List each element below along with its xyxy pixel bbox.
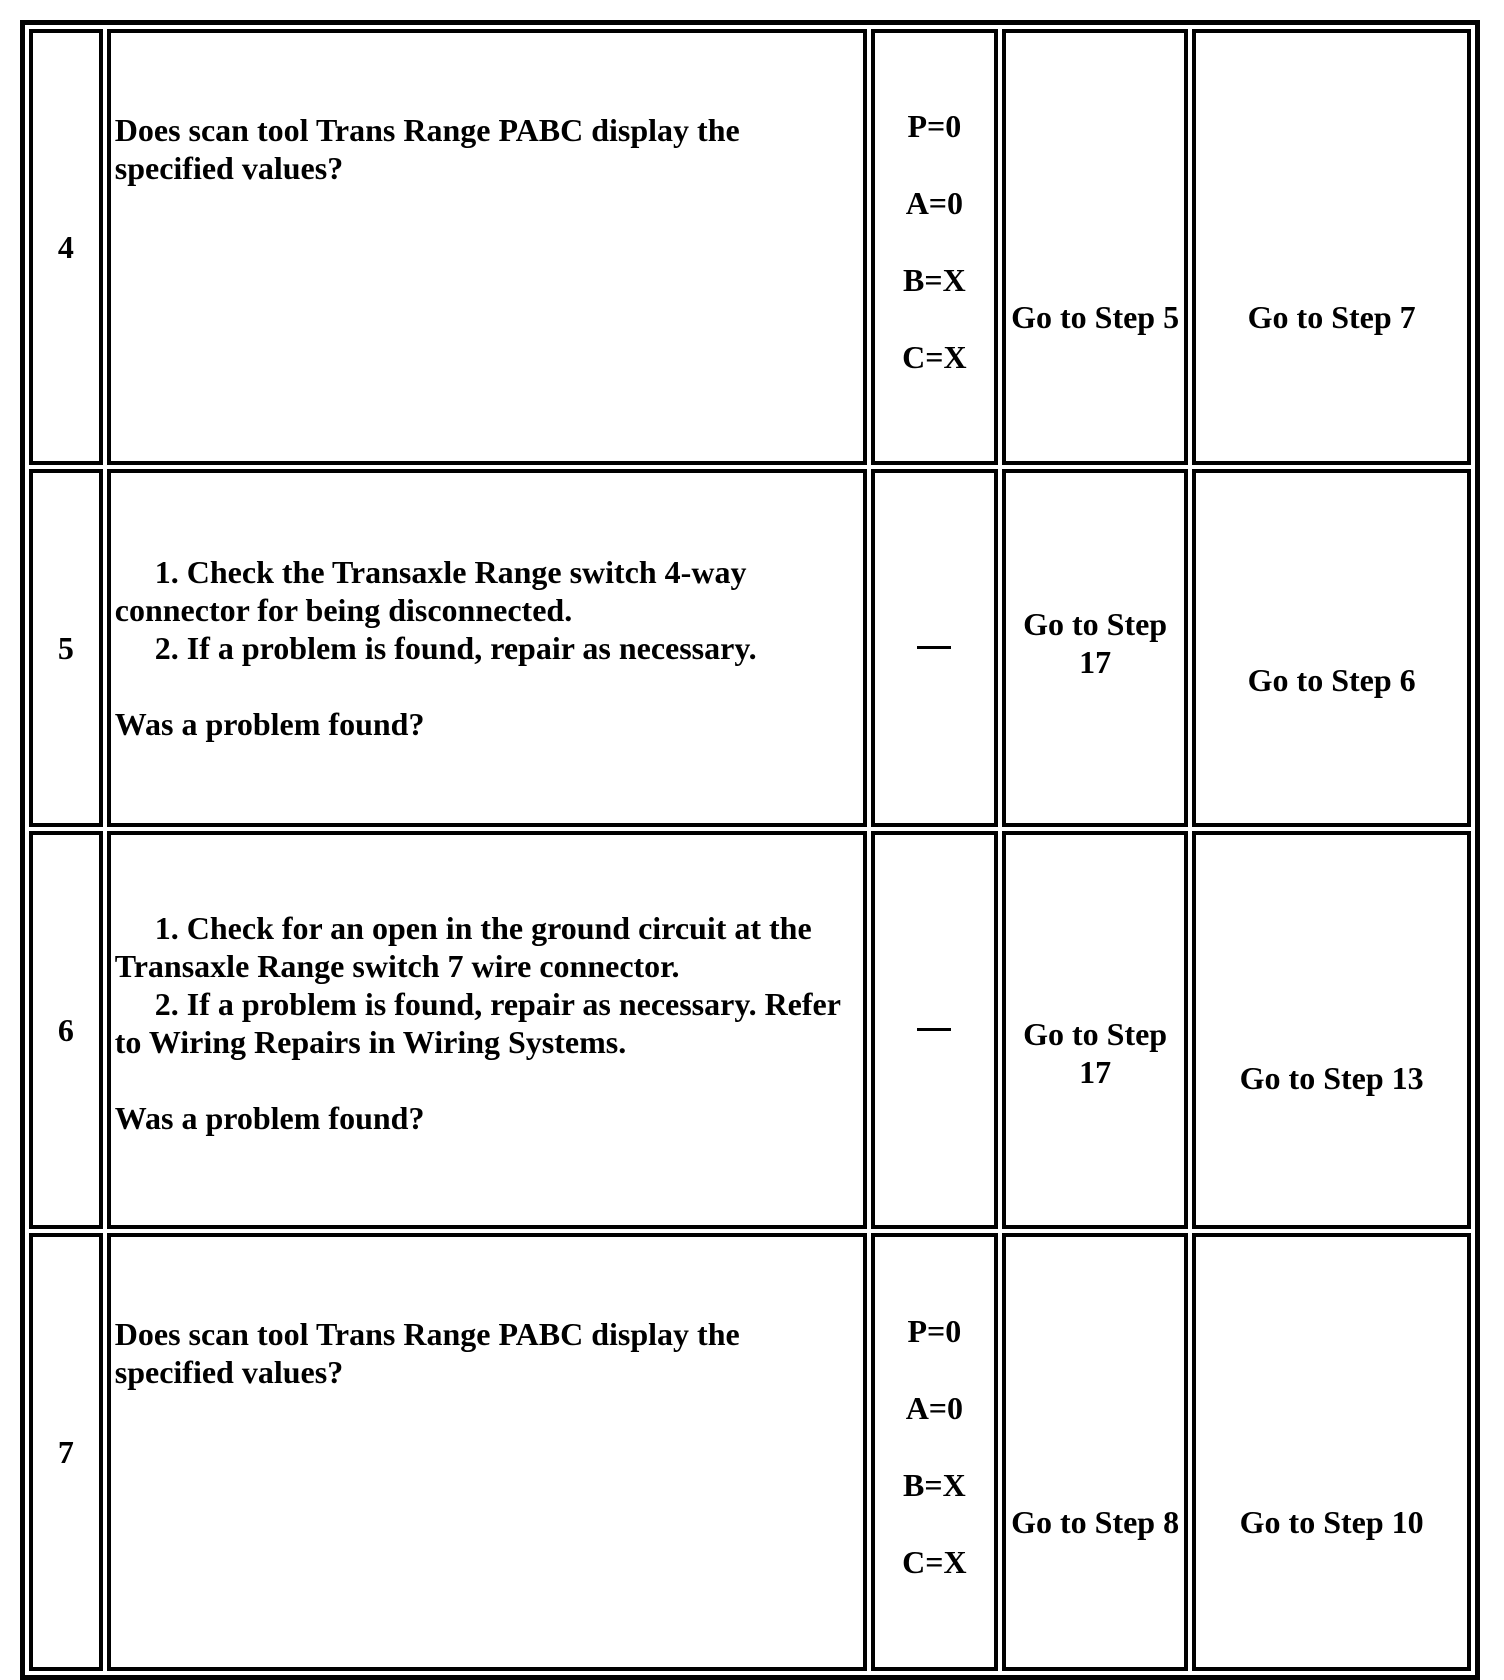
- step-question: Does scan tool Trans Range PABC display the specified values?: [114, 1316, 740, 1390]
- diagnostic-steps-table: [20, 20, 1480, 1680]
- yes-action: Go to Step 17: [1023, 606, 1168, 680]
- action-cell: [107, 469, 867, 827]
- value-cell: [871, 1233, 998, 1671]
- step-instruction-2: 2. If a problem is found, repair as necessary. Refer to Wiring Repairs in Wiring Systems.: [114, 986, 841, 1060]
- value-c: C=X: [902, 1544, 967, 1580]
- step-number: 4: [29, 29, 103, 465]
- no-cell: [1192, 1233, 1471, 1671]
- no-cell: [1192, 29, 1471, 465]
- step-question: Was a problem found?: [114, 1100, 425, 1136]
- step-row-7: [29, 1233, 1471, 1671]
- action-cell: [107, 831, 867, 1229]
- yes-action: Go to Step 17: [1023, 1016, 1168, 1090]
- yes-cell: [1002, 469, 1188, 827]
- step-row-6: [29, 831, 1471, 1229]
- value-dash: [917, 1028, 951, 1031]
- no-action: Go to Step 10: [1239, 1504, 1424, 1540]
- no-action: Go to Step 13: [1239, 1060, 1424, 1096]
- value-dash: [917, 646, 951, 649]
- value-b: B=X: [903, 1467, 966, 1503]
- value-p: P=0: [907, 1313, 962, 1349]
- step-instruction-1: 1. Check for an open in the ground circuit at the Transaxle Range switch 7 wire connector.: [114, 910, 812, 984]
- value-p: P=0: [907, 108, 962, 144]
- value-a: A=0: [905, 185, 964, 221]
- step-question: Does scan tool Trans Range PABC display the specified values?: [114, 112, 740, 186]
- step-question: Was a problem found?: [114, 706, 425, 742]
- yes-action: Go to Step 8: [1011, 1504, 1180, 1540]
- step-number: 7: [29, 1233, 103, 1671]
- yes-action: Go to Step 5: [1011, 299, 1180, 335]
- step-number: 6: [29, 831, 103, 1229]
- no-action: Go to Step 7: [1247, 299, 1416, 335]
- value-c: C=X: [902, 339, 967, 375]
- value-b: B=X: [903, 262, 966, 298]
- yes-cell: [1002, 831, 1188, 1229]
- value-a: A=0: [905, 1390, 964, 1426]
- step-row-5: [29, 469, 1471, 827]
- value-cell: [871, 29, 998, 465]
- step-row-4: [29, 29, 1471, 465]
- no-cell: [1192, 469, 1471, 827]
- no-cell: [1192, 831, 1471, 1229]
- step-number: 5: [29, 469, 103, 827]
- yes-cell: [1002, 29, 1188, 465]
- action-cell: [107, 29, 867, 465]
- step-instruction-2: 2. If a problem is found, repair as necessary.: [154, 630, 757, 666]
- no-action: Go to Step 6: [1247, 662, 1416, 698]
- step-instruction-1: 1. Check the Transaxle Range switch 4-way connector for being disconnected.: [114, 554, 747, 628]
- yes-cell: [1002, 1233, 1188, 1671]
- action-cell: [107, 1233, 867, 1671]
- value-cell: [871, 469, 998, 827]
- value-cell: [871, 831, 998, 1229]
